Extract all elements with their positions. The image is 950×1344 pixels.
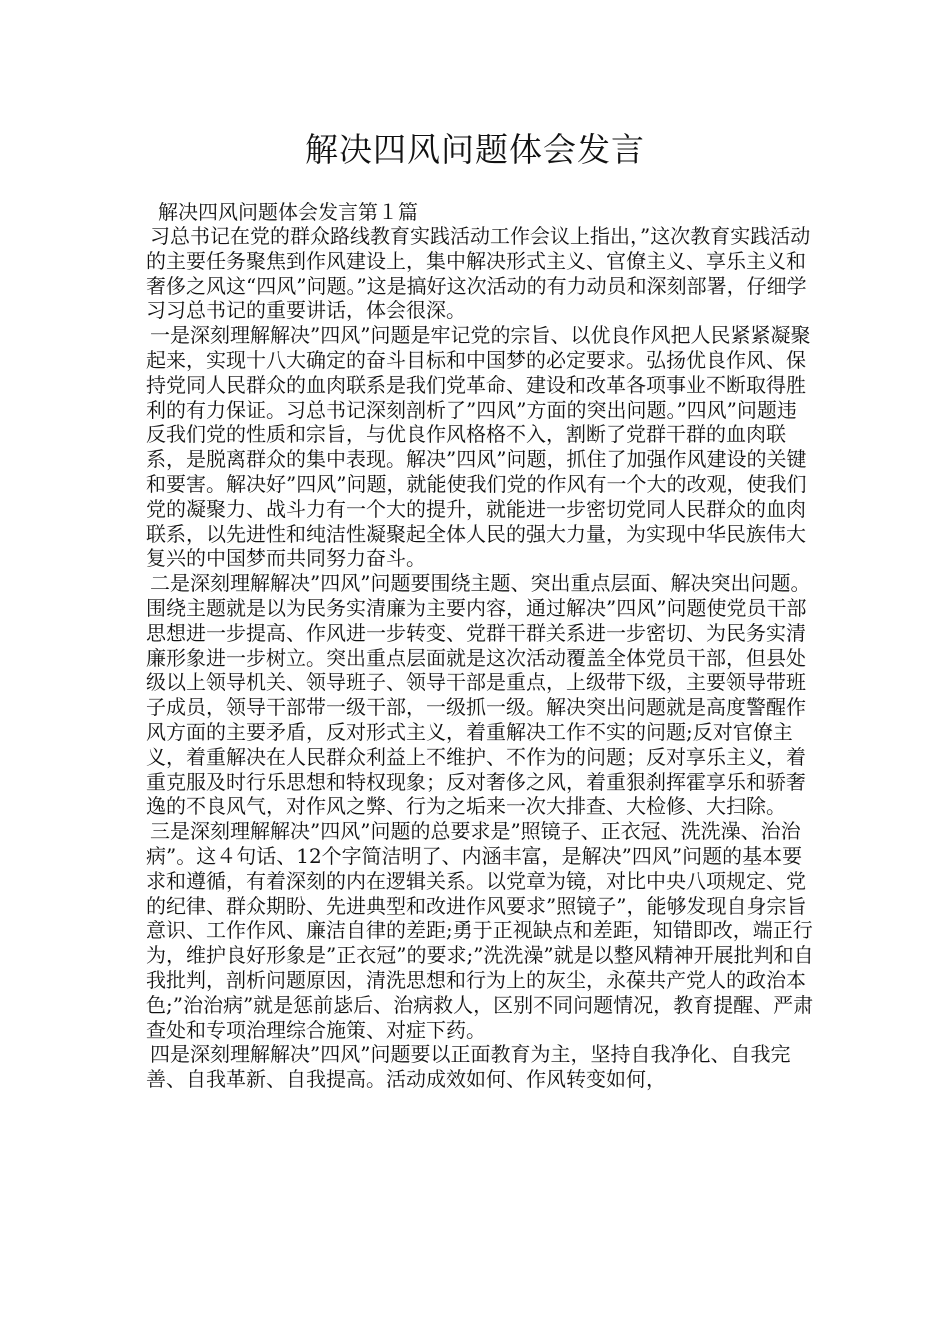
section-heading: 解决四风问题体会发言第１篇 (158, 200, 418, 224)
document-title: 解决四风问题体会发言 (305, 130, 645, 169)
paragraph-point-two: 二是深刻理解解决”四风”问题要围绕主题、突出重点层面、解决突出问题。围绕主题就是以为民务实清廉为主要内容，通过解决”四风”问题使党员干部思想进一步提高、作风进一步转变、党群干群关系进一步密切、为民务实清廉形象进一步树立。突出重点层面就是这次活动覆盖全体党员干部，但县处级以上领导机关、领导班子、领导干部是重点，上级带下级，主要领导带班子成员，领导干部带一级干部，一级抓一级。解决突出问题就是高度警醒作风方面的主要矛盾，反对形式主义，着重解决工作不实的问题;反对官僚主义，着重解决在人民群众利益上不维护、不作为的问题；反对享乐主义，着重克服及时行乐思想和特权现象；反对奢侈之风，着重狠刹挥霍享乐和骄奢逸的不良风气，对作风之弊、行为之垢来一次大排查、大检修、大扫除。 (146, 571, 811, 819)
paragraph-intro: 习总书记在党的群众路线教育实践活动工作会议上指出，”这次教育实践活动的主要任务聚焦到作风建设上，集中解决形式主义、官僚主义、享乐主义和奢侈之风这“四风”问题。”这是搞好这次活动的有力动员和深刻部署，仔细学习习总书记的重要讲话，体会很深。 (146, 224, 811, 323)
paragraph-point-three: 三是深刻理解解决”四风”问题的总要求是”照镜子、正衣冠、洗洗澡、治治病”。这４句话、12个字简洁明了、内涵丰富，是解决”四风”问题的基本要求和遵循，有着深刻的内在逻辑关系。以党章为镜，对比中央八项规定、党的纪律、群众期盼、先进典型和改进作风要求”照镜子”，能够发现自身宗旨意识、工作作风、廉洁自律的差距;勇于正视缺点和差距，知错即改，端正行为，维护良好形象是”正衣冠”的要求;”洗洗澡”就是以整风精神开展批判和自我批判，剖析问题原因，清洗思想和行为上的灰尘，永葆共产党人的政治本色;”治治病”就是惩前毖后、治病救人，区别不同问题情况，教育提醒、严肃查处和专项治理综合施策、对症下药。 (146, 819, 814, 1042)
paragraph-point-one: 一是深刻理解解决”四风”问题是牢记党的宗旨、以优良作风把人民紧紧凝聚起来，实现十八大确定的奋斗目标和中国梦的必定要求。弘扬优良作风、保持党同人民群众的血肉联系是我们党革命、建设和改革各项事业不断取得胜利的有力保证。习总书记深刻剖析了”四风”方面的突出问题。”四风”问题违反我们党的性质和宗旨，与优良作风格格不入，割断了党群干群的血肉联系，是脱离群众的集中表现。解决”四风”问题，抓住了加强作风建设的关键和要害。解决好”四风”问题，就能使我们党的作风有一个大的改观，使我们党的凝聚力、战斗力有一个大的提升，就能进一步密切党同人民群众的血肉联系，以先进性和纯洁性凝聚起全体人民的强大力量，为实现中华民族伟大复兴的中国梦而共同努力奋斗。 (146, 323, 811, 571)
document-body (146, 200, 814, 1092)
paragraph-point-four: 四是深刻理解解决”四风”问题要以正面教育为主，坚持自我净化、自我完善、自我革新、自我提高。活动成效如何、作风转变如何， (146, 1042, 791, 1092)
